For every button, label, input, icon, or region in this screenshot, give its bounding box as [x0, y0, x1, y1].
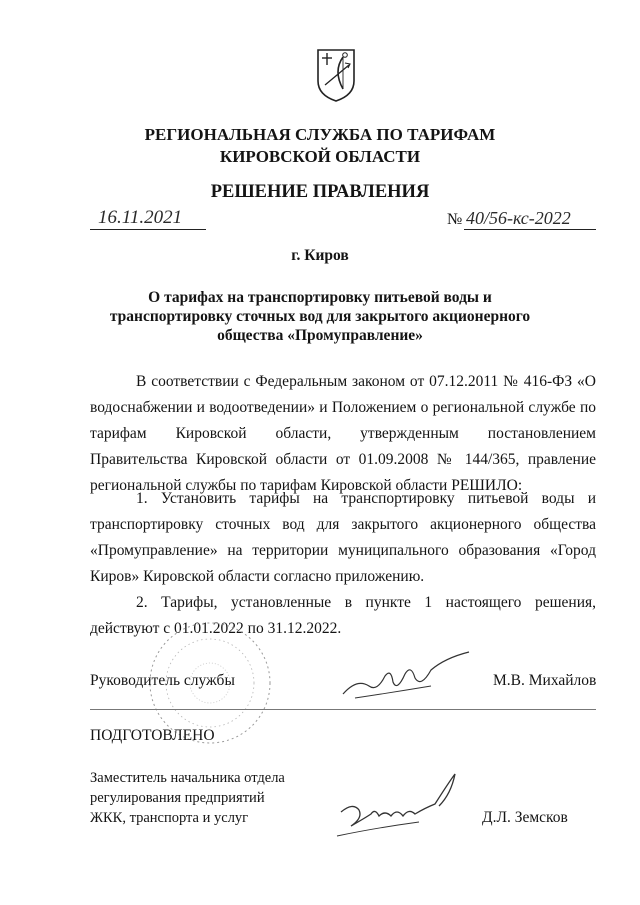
signatory-role: Руководитель службы — [90, 672, 235, 689]
number-label: № — [447, 211, 463, 228]
title-line1: О тарифах на транспортировку питьевой воды и — [148, 289, 492, 306]
intro-paragraph: В соответствии с Федеральным законом от 07.12.2011 № 416-ФЗ «О водоснабжении и водоотведении» и Положением о региональной службе по тарифам Кировской области, утвержденным постановлением Правительства Кировской области от 01.09.2008 № 144/365, правление региональной службы по тарифам Кировской области РЕШИЛО: — [90, 373, 596, 494]
city: г. Киров — [291, 247, 349, 264]
agency-name-line1: РЕГИОНАЛЬНАЯ СЛУЖБА ПО ТАРИФАМ — [144, 125, 496, 144]
preparer-signature — [335, 768, 465, 844]
preparer-role-line2: регулирования предприятий — [90, 790, 265, 806]
title-line2: транспортировку сточных вод для закрытого акционерного — [109, 308, 531, 325]
date-underline — [90, 229, 206, 230]
preparer-role-line1: Заместитель начальника отдела — [90, 770, 285, 786]
agency-name-line2: КИРОВСКОЙ ОБЛАСТИ — [219, 147, 421, 166]
prepared-label: ПОДГОТОВЛЕНО — [90, 727, 215, 744]
item-1-paragraph: 1. Установить тарифы на транспортировку питьевой воды и транспортировку сточных вод для закрытого акционерного общества «Промуправление» на территории муниципального образования «Город Киров» Кировской области согласно приложению. — [90, 490, 596, 585]
coat-of-arms-emblem — [315, 47, 357, 103]
item-2-line2: действуют с 01.01.2022 по 31.12.2022. — [90, 620, 342, 637]
preparer-name: Д.Л. Земсков — [482, 809, 568, 826]
decision-number: 40/56-кс-2022 — [466, 208, 571, 228]
number-underline — [464, 229, 596, 230]
signatory-name: М.В. Михайлов — [493, 672, 597, 689]
preparer-role-line3: ЖКК, транспорта и услуг — [90, 810, 249, 826]
decision-date: 16.11.2021 — [98, 207, 183, 228]
document-type: РЕШЕНИЕ ПРАВЛЕНИЯ — [210, 182, 430, 202]
signature-separator — [90, 709, 596, 710]
item-2-line1: 2. Тарифы, установленные в пункте 1 настоящего решения, — [136, 594, 596, 611]
title-line3: общества «Промуправление» — [217, 327, 423, 344]
director-signature — [335, 648, 475, 704]
